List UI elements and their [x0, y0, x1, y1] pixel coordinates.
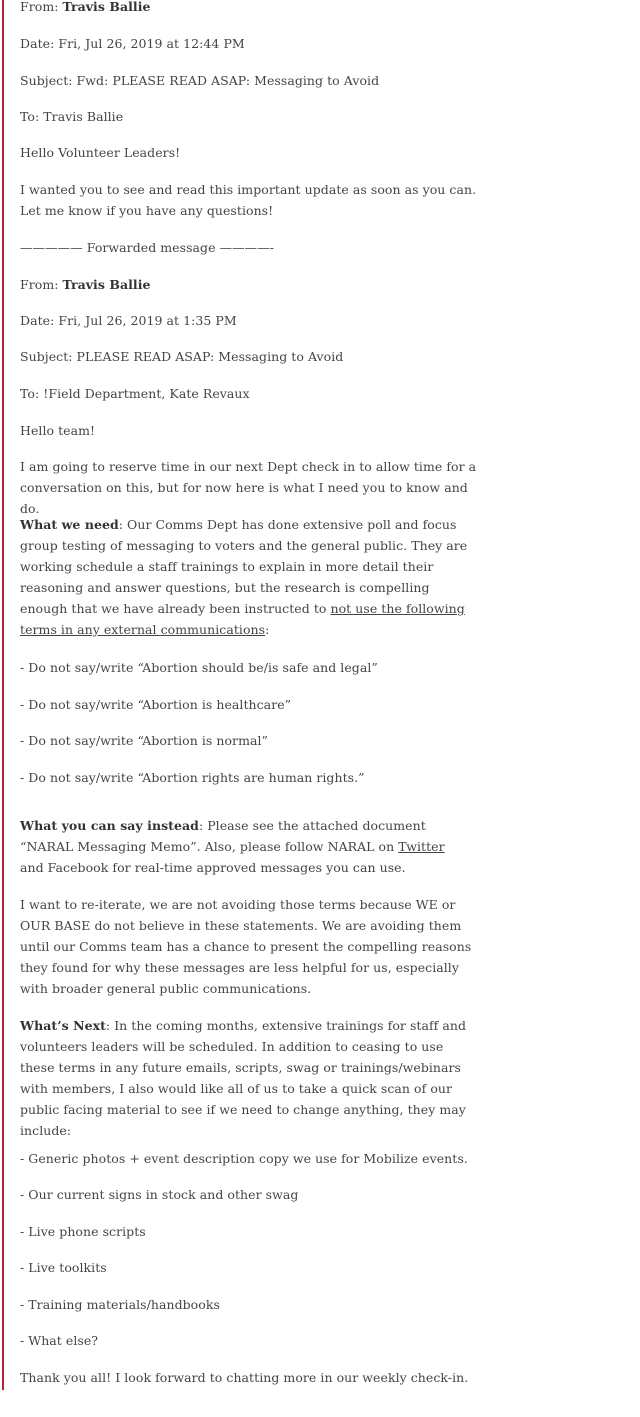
avoid-item: - Do not say/write “Abortion should be/is safe and legal”	[20, 660, 378, 675]
header2-to: To: !Field Department, Kate Revaux	[20, 386, 250, 401]
intro-line-2: Let me know if you have any questions!	[20, 203, 274, 218]
closing-line: Thank you all! I look forward to chatting more in our weekly check-in.	[20, 1370, 469, 1385]
header2-from-name: Travis Ballie	[62, 277, 151, 292]
review-item: - Live toolkits	[20, 1260, 107, 1275]
review-item: - Generic photos + event description copy we use for Mobilize events.	[20, 1151, 468, 1166]
avoid-item: - Do not say/write “Abortion is healthcare”	[20, 697, 292, 712]
header2-subject: Subject: PLEASE READ ASAP: Messaging to Avoid	[20, 349, 344, 364]
header1-from: From: Travis Ballie	[20, 0, 151, 14]
external-communications-emphasis: not use the following terms in any external communications	[20, 601, 465, 637]
what-we-need-label: What we need	[20, 517, 119, 532]
header1-date: Date: Fri, Jul 26, 2019 at 12:44 PM	[20, 36, 245, 51]
review-item: - Our current signs in stock and other swag	[20, 1187, 299, 1202]
forwarded-message-divider: ————— Forwarded message ————-	[20, 240, 275, 255]
quote-left-border	[2, 0, 4, 1390]
header2-date: Date: Fri, Jul 26, 2019 at 1:35 PM	[20, 313, 237, 328]
twitter-link[interactable]: Twitter	[398, 839, 445, 854]
what-we-need-paragraph: What we need: Our Comms Dept has done extensive poll and focus group testing of messaging to voters and the general public. They are working schedule a staff trainings to explain in more detail their reasoning and answer questions, but the research is compelling enough that we have already been instructed to not use the following terms in any external communications:	[20, 517, 468, 637]
greeting-team: Hello team!	[20, 423, 96, 438]
avoid-item: - Do not say/write “Abortion rights are human rights.”	[20, 770, 365, 785]
reserve-time-paragraph: I am going to reserve time in our next Dept check in to allow time for a conversation on this, but for now here is what I need you to know and do.	[20, 459, 477, 516]
intro-line-1: I wanted you to see and read this important update as soon as you can.	[20, 182, 477, 197]
header1-subject: Subject: Fwd: PLEASE READ ASAP: Messaging to Avoid	[20, 73, 380, 88]
review-item: - Live phone scripts	[20, 1224, 146, 1239]
reiterate-paragraph: I want to re-iterate, we are not avoiding those terms because WE or OUR BASE do not believe in these statements. We are avoiding them until our Comms team has a chance to present the compelling reasons they found for why these messages are less helpful for us, especially with broader general public communications.	[20, 897, 472, 996]
greeting-volunteer-leaders: Hello Volunteer Leaders!	[20, 145, 181, 160]
whats-next-label: What’s Next	[20, 1018, 106, 1033]
what-you-can-say-label: What you can say instead	[20, 818, 199, 833]
review-item: - Training materials/handbooks	[20, 1297, 220, 1312]
what-you-can-say-paragraph: What you can say instead: Please see the attached document “NARAL Messaging Memo”. Also, please follow NARAL on Twitter and Facebook for real-time approved messages you can use.	[20, 818, 445, 875]
header1-to: To: Travis Ballie	[20, 109, 124, 124]
avoid-item: - Do not say/write “Abortion is normal”	[20, 733, 268, 748]
review-item: - What else?	[20, 1333, 99, 1348]
header2-from: From: Travis Ballie	[20, 277, 151, 292]
header1-from-name: Travis Ballie	[62, 0, 151, 14]
whats-next-paragraph: What’s Next: In the coming months, extensive trainings for staff and volunteers leaders will be scheduled. In addition to ceasing to use these terms in any future emails, scripts, swag or trainings/webinars with members, I also would like all of us to take a quick scan of our public facing material to see if we need to change anything, they may include:	[20, 1018, 467, 1138]
